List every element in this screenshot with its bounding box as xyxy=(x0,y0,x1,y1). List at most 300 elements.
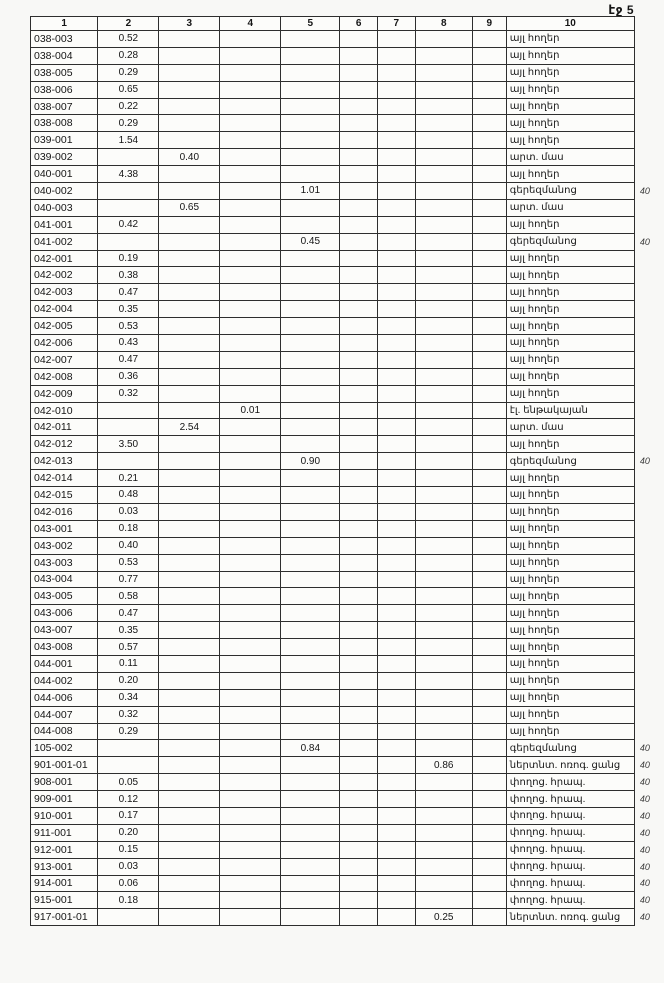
area-value xyxy=(377,824,415,841)
area-value xyxy=(472,824,506,841)
area-value xyxy=(340,537,378,554)
area-value xyxy=(159,487,220,504)
area-value: 0.17 xyxy=(98,807,159,824)
area-value xyxy=(472,31,506,48)
area-value: 0.77 xyxy=(98,571,159,588)
area-value xyxy=(340,284,378,301)
parcel-code: 043-001 xyxy=(31,520,98,537)
area-value: 0.53 xyxy=(98,318,159,335)
area-value xyxy=(98,402,159,419)
area-value xyxy=(415,436,472,453)
area-value xyxy=(159,537,220,554)
area-value xyxy=(340,318,378,335)
area-value xyxy=(340,301,378,318)
area-value xyxy=(377,47,415,64)
land-use-label: այլ հողեր xyxy=(506,81,634,98)
area-value xyxy=(377,385,415,402)
area-value xyxy=(281,706,340,723)
area-value xyxy=(220,284,281,301)
margin-annotation xyxy=(634,385,663,402)
area-value xyxy=(220,588,281,605)
area-value xyxy=(377,199,415,216)
area-value: 0.43 xyxy=(98,335,159,352)
table-row xyxy=(31,335,664,352)
table-row xyxy=(31,571,664,588)
area-value xyxy=(340,351,378,368)
table-row xyxy=(31,639,664,656)
margin-annotation: 40 xyxy=(639,827,650,838)
table-row xyxy=(31,47,664,64)
area-value: 0.20 xyxy=(98,672,159,689)
area-value xyxy=(377,250,415,267)
area-value xyxy=(281,166,340,183)
area-value: 0.38 xyxy=(98,267,159,284)
area-value xyxy=(340,655,378,672)
area-value xyxy=(340,115,378,132)
area-value xyxy=(472,807,506,824)
area-value xyxy=(159,98,220,115)
margin-annotation xyxy=(634,47,663,64)
area-value xyxy=(472,385,506,402)
area-value xyxy=(159,335,220,352)
area-value xyxy=(340,588,378,605)
area-value xyxy=(281,807,340,824)
area-value: 0.15 xyxy=(98,841,159,858)
margin-annotation xyxy=(634,605,663,622)
parcel-code: 042-014 xyxy=(31,470,98,487)
column-header-9: 9 xyxy=(472,17,506,31)
area-value: 0.36 xyxy=(98,368,159,385)
table-row xyxy=(31,757,664,774)
area-value xyxy=(220,199,281,216)
parcel-code: 910-001 xyxy=(31,807,98,824)
margin-annotation xyxy=(634,368,663,385)
land-use-label: այլ հողեր xyxy=(506,132,634,149)
area-value xyxy=(220,875,281,892)
area-value xyxy=(159,267,220,284)
area-value xyxy=(415,605,472,622)
area-value xyxy=(377,909,415,926)
table-row xyxy=(31,385,664,402)
parcel-code: 039-001 xyxy=(31,132,98,149)
area-value xyxy=(159,470,220,487)
land-parcel-table xyxy=(30,16,664,926)
table-body xyxy=(31,31,664,926)
area-value xyxy=(281,520,340,537)
margin-annotation: 40 xyxy=(639,861,650,872)
column-header-6: 6 xyxy=(340,17,378,31)
land-use-label: արտ. մաս xyxy=(506,419,634,436)
area-value xyxy=(472,183,506,200)
area-value xyxy=(472,774,506,791)
margin-annotation xyxy=(634,301,663,318)
table-row xyxy=(31,402,664,419)
area-value xyxy=(159,655,220,672)
parcel-code: 043-004 xyxy=(31,571,98,588)
table-row xyxy=(31,858,664,875)
area-value xyxy=(415,368,472,385)
area-value xyxy=(340,605,378,622)
land-use-label: այլ հողեր xyxy=(506,571,634,588)
area-value xyxy=(377,757,415,774)
land-use-label: այլ հողեր xyxy=(506,98,634,115)
table-row xyxy=(31,98,664,115)
area-value xyxy=(340,368,378,385)
area-value xyxy=(220,672,281,689)
table-row xyxy=(31,166,664,183)
margin-annotation xyxy=(634,81,663,98)
land-use-label: արտ. մաս xyxy=(506,199,634,216)
area-value xyxy=(220,740,281,757)
table-row xyxy=(31,436,664,453)
area-value xyxy=(281,149,340,166)
column-header-5: 5 xyxy=(281,17,340,31)
area-value xyxy=(159,841,220,858)
margin-annotation: 40 xyxy=(639,456,650,467)
column-header-4: 4 xyxy=(220,17,281,31)
table-row xyxy=(31,419,664,436)
land-use-label: գերեզմանոց xyxy=(506,740,634,757)
land-use-label: այլ հողեր xyxy=(506,554,634,571)
margin-annotation: 40 xyxy=(639,844,650,855)
area-value xyxy=(340,672,378,689)
area-value: 0.34 xyxy=(98,689,159,706)
area-value xyxy=(220,689,281,706)
area-value xyxy=(98,909,159,926)
table-row xyxy=(31,216,664,233)
area-value: 0.32 xyxy=(98,706,159,723)
area-value xyxy=(159,115,220,132)
area-value xyxy=(281,98,340,115)
area-value xyxy=(281,655,340,672)
area-value xyxy=(159,588,220,605)
area-value xyxy=(159,351,220,368)
area-value xyxy=(340,470,378,487)
margin-annotation xyxy=(634,335,663,352)
area-value xyxy=(472,487,506,504)
land-use-label: փողոց. հրապ. xyxy=(506,824,634,841)
area-value xyxy=(281,284,340,301)
margin-annotation: 40 xyxy=(639,777,650,788)
area-value xyxy=(159,318,220,335)
parcel-code: 042-007 xyxy=(31,351,98,368)
area-value xyxy=(159,554,220,571)
area-value xyxy=(220,453,281,470)
area-value xyxy=(340,98,378,115)
area-value xyxy=(159,132,220,149)
area-value xyxy=(415,554,472,571)
area-value xyxy=(472,64,506,81)
parcel-code: 038-005 xyxy=(31,64,98,81)
area-value xyxy=(377,402,415,419)
area-value xyxy=(281,571,340,588)
area-value xyxy=(220,385,281,402)
area-value xyxy=(415,98,472,115)
table-row xyxy=(31,807,664,824)
area-value xyxy=(415,723,472,740)
parcel-code: 038-003 xyxy=(31,31,98,48)
area-value xyxy=(415,250,472,267)
margin-annotation xyxy=(634,115,663,132)
area-value xyxy=(340,807,378,824)
parcel-code: 042-011 xyxy=(31,419,98,436)
area-value xyxy=(340,250,378,267)
land-use-label: այլ հողեր xyxy=(506,351,634,368)
land-use-label: այլ հողեր xyxy=(506,64,634,81)
area-value xyxy=(415,807,472,824)
margin-annotation xyxy=(634,470,663,487)
area-value xyxy=(159,875,220,892)
land-use-label: էլ. ենթակայան xyxy=(506,402,634,419)
area-value xyxy=(220,132,281,149)
area-value xyxy=(340,267,378,284)
margin-annotation xyxy=(634,31,663,48)
parcel-code: 901-001-01 xyxy=(31,757,98,774)
area-value xyxy=(340,875,378,892)
table-row xyxy=(31,64,664,81)
area-value xyxy=(340,31,378,48)
area-value xyxy=(377,81,415,98)
land-use-label: այլ հողեր xyxy=(506,706,634,723)
area-value xyxy=(472,655,506,672)
margin-annotation xyxy=(634,639,663,656)
margin-annotation xyxy=(634,723,663,740)
area-value xyxy=(377,453,415,470)
area-value xyxy=(377,554,415,571)
area-value: 0.03 xyxy=(98,503,159,520)
margin-annotation xyxy=(634,520,663,537)
area-value: 0.42 xyxy=(98,216,159,233)
area-value xyxy=(281,419,340,436)
area-value xyxy=(472,571,506,588)
area-value xyxy=(415,740,472,757)
area-value xyxy=(220,774,281,791)
area-value: 0.05 xyxy=(98,774,159,791)
area-value xyxy=(159,385,220,402)
area-value xyxy=(159,503,220,520)
table-row xyxy=(31,622,664,639)
parcel-code: 043-006 xyxy=(31,605,98,622)
parcel-code: 042-006 xyxy=(31,335,98,352)
area-value xyxy=(281,622,340,639)
area-value xyxy=(377,318,415,335)
area-value xyxy=(281,267,340,284)
land-use-label: այլ հողեր xyxy=(506,385,634,402)
land-use-label: այլ հողեր xyxy=(506,115,634,132)
parcel-code: 042-009 xyxy=(31,385,98,402)
land-use-label: այլ հողեր xyxy=(506,689,634,706)
parcel-code: 105-002 xyxy=(31,740,98,757)
area-value xyxy=(340,216,378,233)
area-value xyxy=(340,706,378,723)
table-row xyxy=(31,470,664,487)
area-value xyxy=(415,892,472,909)
area-value xyxy=(340,554,378,571)
area-value xyxy=(472,470,506,487)
area-value xyxy=(415,824,472,841)
area-value xyxy=(281,132,340,149)
land-use-label: գերեզմանոց xyxy=(506,453,634,470)
area-value xyxy=(340,183,378,200)
area-value xyxy=(377,98,415,115)
area-value xyxy=(377,487,415,504)
parcel-code: 912-001 xyxy=(31,841,98,858)
area-value xyxy=(377,605,415,622)
area-value xyxy=(220,706,281,723)
area-value xyxy=(415,639,472,656)
area-value xyxy=(340,909,378,926)
area-value xyxy=(281,487,340,504)
area-value xyxy=(220,605,281,622)
area-value xyxy=(281,31,340,48)
area-value xyxy=(220,841,281,858)
area-value xyxy=(472,841,506,858)
area-value xyxy=(415,487,472,504)
area-value xyxy=(281,470,340,487)
land-use-label: փողոց. հրապ. xyxy=(506,858,634,875)
area-value xyxy=(472,233,506,250)
land-use-label: արտ. մաս xyxy=(506,149,634,166)
margin-annotation xyxy=(634,436,663,453)
area-value xyxy=(340,166,378,183)
area-value xyxy=(159,301,220,318)
parcel-code: 917-001-01 xyxy=(31,909,98,926)
area-value xyxy=(377,672,415,689)
area-value: 0.22 xyxy=(98,98,159,115)
area-value: 0.48 xyxy=(98,487,159,504)
area-value xyxy=(340,81,378,98)
area-value xyxy=(220,166,281,183)
area-value xyxy=(472,791,506,808)
table-row xyxy=(31,183,664,200)
margin-column-spacer xyxy=(634,17,663,31)
area-value xyxy=(377,183,415,200)
area-value xyxy=(377,216,415,233)
margin-annotation xyxy=(634,537,663,554)
parcel-code: 043-005 xyxy=(31,588,98,605)
area-value xyxy=(377,149,415,166)
land-use-label: փողոց. հրապ. xyxy=(506,892,634,909)
parcel-code: 038-008 xyxy=(31,115,98,132)
area-value xyxy=(159,31,220,48)
area-value xyxy=(340,757,378,774)
parcel-code: 044-006 xyxy=(31,689,98,706)
table-row xyxy=(31,351,664,368)
area-value xyxy=(281,588,340,605)
area-value xyxy=(220,250,281,267)
area-value xyxy=(472,132,506,149)
area-value xyxy=(281,909,340,926)
margin-annotation xyxy=(634,655,663,672)
area-value xyxy=(281,250,340,267)
parcel-code: 042-015 xyxy=(31,487,98,504)
parcel-code: 043-003 xyxy=(31,554,98,571)
table-row xyxy=(31,841,664,858)
column-header-2: 2 xyxy=(98,17,159,31)
land-use-label: այլ հողեր xyxy=(506,605,634,622)
area-value: 0.86 xyxy=(415,757,472,774)
area-value xyxy=(472,284,506,301)
table-row xyxy=(31,503,664,520)
area-value xyxy=(472,588,506,605)
area-value: 0.65 xyxy=(159,199,220,216)
area-value xyxy=(281,368,340,385)
area-value xyxy=(220,470,281,487)
land-use-label: գերեզմանոց xyxy=(506,233,634,250)
area-value xyxy=(159,453,220,470)
land-use-label: փողոց. հրապ. xyxy=(506,807,634,824)
parcel-code: 044-002 xyxy=(31,672,98,689)
margin-annotation xyxy=(634,149,663,166)
parcel-code: 044-007 xyxy=(31,706,98,723)
area-value xyxy=(220,520,281,537)
table-row xyxy=(31,605,664,622)
area-value xyxy=(220,571,281,588)
parcel-code: 039-002 xyxy=(31,149,98,166)
area-value: 0.01 xyxy=(220,402,281,419)
margin-annotation: 40 xyxy=(639,794,650,805)
margin-annotation xyxy=(634,351,663,368)
margin-annotation: 40 xyxy=(639,743,650,754)
area-value: 1.01 xyxy=(281,183,340,200)
area-value xyxy=(377,858,415,875)
area-value xyxy=(281,774,340,791)
area-value xyxy=(340,199,378,216)
area-value xyxy=(472,419,506,436)
area-value xyxy=(415,149,472,166)
margin-annotation xyxy=(634,132,663,149)
area-value xyxy=(220,537,281,554)
area-value xyxy=(472,503,506,520)
area-value xyxy=(281,791,340,808)
area-value xyxy=(340,740,378,757)
area-value xyxy=(472,351,506,368)
area-value xyxy=(472,909,506,926)
area-value xyxy=(281,689,340,706)
area-value xyxy=(415,385,472,402)
area-value xyxy=(220,824,281,841)
area-value xyxy=(220,655,281,672)
area-value xyxy=(472,537,506,554)
area-value xyxy=(415,622,472,639)
area-value xyxy=(415,672,472,689)
area-value xyxy=(281,216,340,233)
land-use-label: այլ հողեր xyxy=(506,368,634,385)
area-value xyxy=(98,183,159,200)
area-value xyxy=(98,233,159,250)
parcel-code: 044-001 xyxy=(31,655,98,672)
table-row xyxy=(31,318,664,335)
area-value: 0.35 xyxy=(98,622,159,639)
area-value: 0.35 xyxy=(98,301,159,318)
land-use-label: ներտնտ. ոռոգ. ցանց xyxy=(506,909,634,926)
area-value xyxy=(377,132,415,149)
area-value xyxy=(415,841,472,858)
area-value xyxy=(472,98,506,115)
area-value xyxy=(472,216,506,233)
area-value xyxy=(220,267,281,284)
parcel-code: 041-001 xyxy=(31,216,98,233)
area-value xyxy=(281,875,340,892)
parcel-code: 915-001 xyxy=(31,892,98,909)
table-row xyxy=(31,149,664,166)
area-value xyxy=(415,199,472,216)
area-value xyxy=(220,47,281,64)
margin-annotation xyxy=(634,318,663,335)
area-value xyxy=(377,436,415,453)
area-value xyxy=(472,639,506,656)
area-value xyxy=(415,470,472,487)
